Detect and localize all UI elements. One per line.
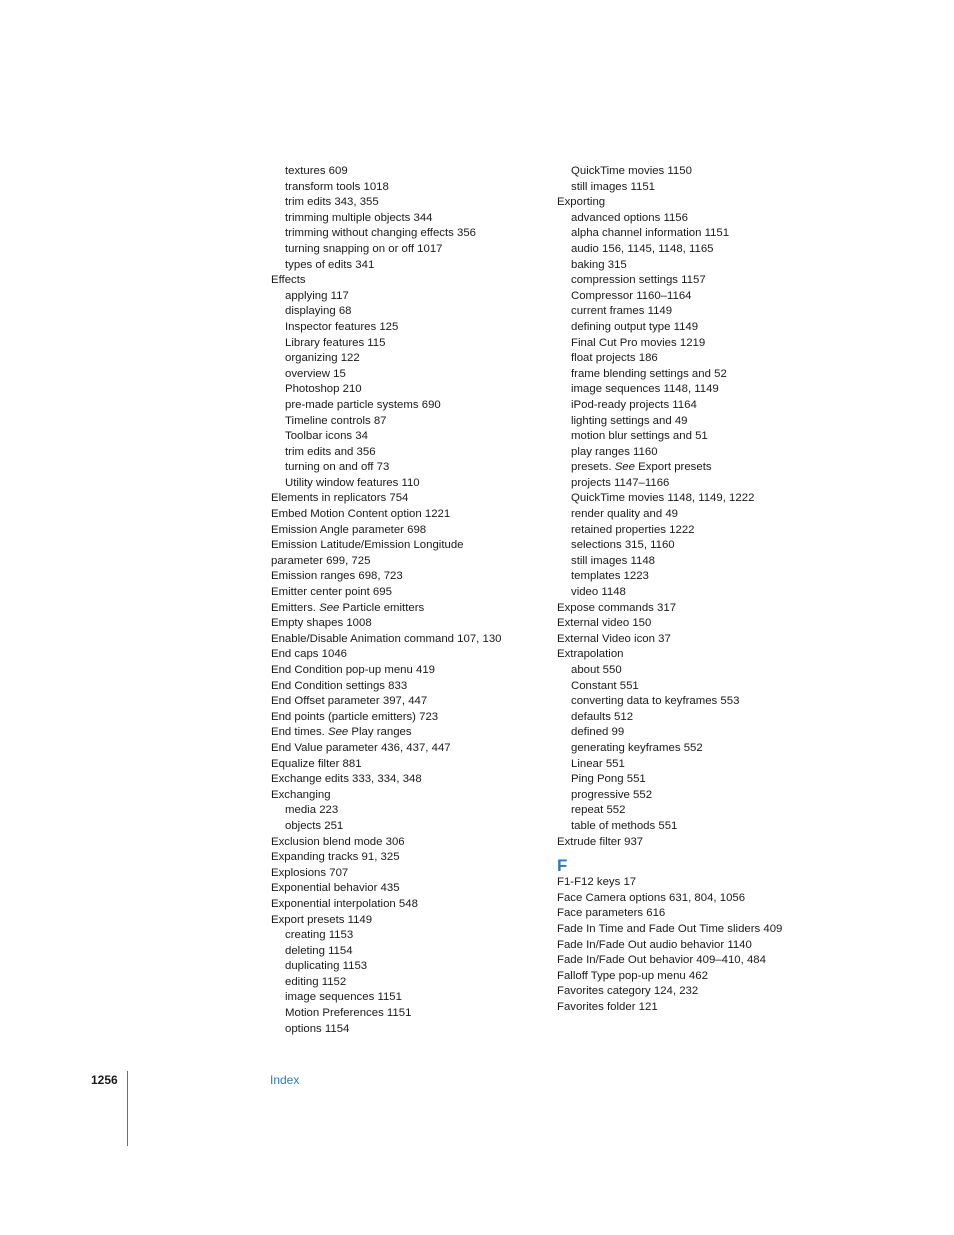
footer-section-title: Index xyxy=(270,1073,300,1087)
index-subentry: selections 315, 1160 xyxy=(571,539,675,552)
index-entry: Expanding tracks 91, 325 xyxy=(271,851,400,864)
index-subentry: objects 251 xyxy=(285,819,344,832)
index-entry: Emitters. See Particle emitters xyxy=(271,601,425,614)
index-group-e-continued xyxy=(557,164,877,850)
index-subentry: displaying 68 xyxy=(285,305,352,318)
index-subentry: types of edits 341 xyxy=(285,258,375,271)
index-subentry: Motion Preferences 1151 xyxy=(285,1007,412,1020)
index-entry: F1-F12 keys 17 xyxy=(557,876,637,889)
index-entry: Effects xyxy=(271,274,306,287)
page-number: 1256 xyxy=(91,1073,118,1087)
index-entry: End Condition settings 833 xyxy=(271,679,408,692)
index-subentry: projects 1147–1166 xyxy=(571,476,670,489)
index-subentry: play ranges 1160 xyxy=(571,445,658,458)
index-subentry: image sequences 1148, 1149 xyxy=(571,383,719,396)
index-subentry: Final Cut Pro movies 1219 xyxy=(571,336,706,349)
index-subentry: turning on and off 73 xyxy=(285,461,390,474)
index-subentry: trim edits 343, 355 xyxy=(285,196,379,209)
index-subentry: Utility window features 110 xyxy=(285,476,420,489)
index-subentry: turning snapping on or off 1017 xyxy=(285,242,443,255)
index-subentry: options 1154 xyxy=(285,1022,350,1035)
index-entry: Embed Motion Content option 1221 xyxy=(271,508,451,521)
index-subentry: converting data to keyframes 553 xyxy=(571,695,740,708)
index-column-left xyxy=(271,164,571,1037)
index-entry: Export presets 1149 xyxy=(271,913,373,926)
index-subentry: defining output type 1149 xyxy=(571,320,699,333)
index-entry: Emitter center point 695 xyxy=(271,586,392,599)
index-subentry: defaults 512 xyxy=(571,710,634,723)
index-subentry: trimming multiple objects 344 xyxy=(285,211,433,224)
index-subentry: baking 315 xyxy=(571,258,627,271)
index-subentry: Compressor 1160–1164 xyxy=(571,289,692,302)
index-group-f xyxy=(557,875,877,1015)
index-column-right xyxy=(557,164,877,1015)
index-subentry: Constant 551 xyxy=(571,679,639,692)
index-subentry: media 223 xyxy=(285,804,339,817)
index-entry: Enable/Disable Animation command 107, 130 xyxy=(271,632,502,645)
see-reference: See xyxy=(327,726,349,739)
index-subentry: render quality and 49 xyxy=(571,508,679,521)
index-subentry: applying 117 xyxy=(285,289,349,302)
index-entry: End Value parameter 436, 437, 447 xyxy=(271,741,451,754)
index-subentry: table of methods 551 xyxy=(571,819,678,832)
index-subentry: presets. See Export presets xyxy=(571,461,712,474)
index-entry: Exporting xyxy=(557,196,606,209)
index-entry: Emission Angle parameter 698 xyxy=(271,523,427,536)
index-subentry: editing 1152 xyxy=(285,975,347,988)
index-subentry: still images 1148 xyxy=(571,554,655,567)
index-subentry: retained properties 1222 xyxy=(571,523,695,536)
index-subentry: deleting 1154 xyxy=(285,944,353,957)
see-reference: See xyxy=(319,601,340,614)
index-entry: Exchanging xyxy=(271,788,331,801)
index-subentry: still images 1151 xyxy=(571,180,655,193)
index-subentry: image sequences 1151 xyxy=(285,991,402,1004)
index-entry: End Condition pop-up menu 419 xyxy=(271,664,436,676)
index-entry: Favorites category 124, 232 xyxy=(557,985,699,998)
index-entry: Exclusion blend mode 306 xyxy=(271,835,405,848)
index-subentry: Library features 115 xyxy=(285,336,386,349)
index-entry: External video 150 xyxy=(557,617,652,630)
index-subentry: trim edits and 356 xyxy=(285,445,376,458)
index-entry: Emission Latitude/Emission Longitude xyxy=(271,539,464,552)
index-subentry: defined 99 xyxy=(571,726,625,739)
index-entry: Emission ranges 698, 723 xyxy=(271,570,403,583)
index-entry: Empty shapes 1008 xyxy=(271,617,372,630)
index-subentry: Ping Pong 551 xyxy=(571,773,646,786)
index-subentry: audio 156, 1145, 1148, 1165 xyxy=(571,242,714,255)
index-entry: Falloff Type pop-up menu 462 xyxy=(557,969,708,982)
index-subentry: compression settings 1157 xyxy=(571,274,706,287)
index-subentry: current frames 1149 xyxy=(571,305,673,318)
index-subentry: about 550 xyxy=(571,664,622,676)
index-subentry: repeat 552 xyxy=(571,804,626,817)
index-entry: parameter 699, 725 xyxy=(271,554,371,567)
index-entry: Exponential interpolation 548 xyxy=(271,897,418,910)
index-entry: End caps 1046 xyxy=(271,648,347,661)
index-entry: Extrapolation xyxy=(557,648,624,661)
index-subentry: Toolbar icons 34 xyxy=(285,430,368,443)
footer-divider xyxy=(127,1071,128,1146)
index-subentry: generating keyframes 552 xyxy=(571,741,703,754)
index-subentry: overview 15 xyxy=(285,367,346,380)
index-entry: Explosions 707 xyxy=(271,866,349,879)
index-entry: Exponential behavior 435 xyxy=(271,882,400,895)
index-subentry: advanced options 1156 xyxy=(571,211,688,224)
index-subentry: motion blur settings and 51 xyxy=(571,430,708,443)
section-letter-heading: F xyxy=(557,856,568,876)
index-subentry: video 1148 xyxy=(571,586,626,599)
index-subentry: duplicating 1153 xyxy=(285,960,368,973)
index-entry: End Offset parameter 397, 447 xyxy=(271,695,428,708)
index-subentry: frame blending settings and 52 xyxy=(571,367,727,380)
index-entry: End points (particle emitters) 723 xyxy=(271,710,439,723)
index-subentry: QuickTime movies 1150 xyxy=(571,165,692,177)
index-subentry: pre-made particle systems 690 xyxy=(285,398,441,411)
index-subentry: Photoshop 210 xyxy=(285,383,362,396)
index-subentry: iPod-ready projects 1164 xyxy=(571,398,697,411)
index-subentry: organizing 122 xyxy=(285,352,360,365)
index-entry: Expose commands 317 xyxy=(557,601,677,614)
index-subentry: alpha channel information 1151 xyxy=(571,227,730,240)
index-subentry: templates 1223 xyxy=(571,570,649,583)
index-entry: Fade In/Fade Out audio behavior 1140 xyxy=(557,938,752,951)
index-entry: Elements in replicators 754 xyxy=(271,492,409,505)
see-reference: See xyxy=(614,461,635,474)
index-entry: Equalize filter 881 xyxy=(271,757,362,770)
index-subentry: Timeline controls 87 xyxy=(285,414,387,427)
index-subentry: QuickTime movies 1148, 1149, 1222 xyxy=(571,492,755,505)
index-subentry: Linear 551 xyxy=(571,757,625,770)
index-subentry: creating 1153 xyxy=(285,929,354,942)
index-entry: End times. See Play ranges xyxy=(271,726,412,739)
index-subentry: textures 609 xyxy=(285,165,348,177)
index-entry: Favorites folder 121 xyxy=(557,1000,658,1013)
index-subentry: Inspector features 125 xyxy=(285,320,399,333)
index-entry: Exchange edits 333, 334, 348 xyxy=(271,773,422,786)
index-subentry: lighting settings and 49 xyxy=(571,414,688,427)
index-entry: Fade In/Fade Out behavior 409–410, 484 xyxy=(557,954,766,967)
index-subentry: float projects 186 xyxy=(571,352,658,365)
index-subentry: trimming without changing effects 356 xyxy=(285,227,477,240)
index-entry: Face Camera options 631, 804, 1056 xyxy=(557,891,746,904)
index-entry: External Video icon 37 xyxy=(557,632,671,645)
index-entry: Face parameters 616 xyxy=(557,907,666,920)
index-entry: Extrude filter 937 xyxy=(557,835,644,848)
index-entry: Fade In Time and Fade Out Time sliders 409 xyxy=(557,922,783,935)
index-subentry: transform tools 1018 xyxy=(285,180,389,193)
index-subentry: progressive 552 xyxy=(571,788,653,801)
